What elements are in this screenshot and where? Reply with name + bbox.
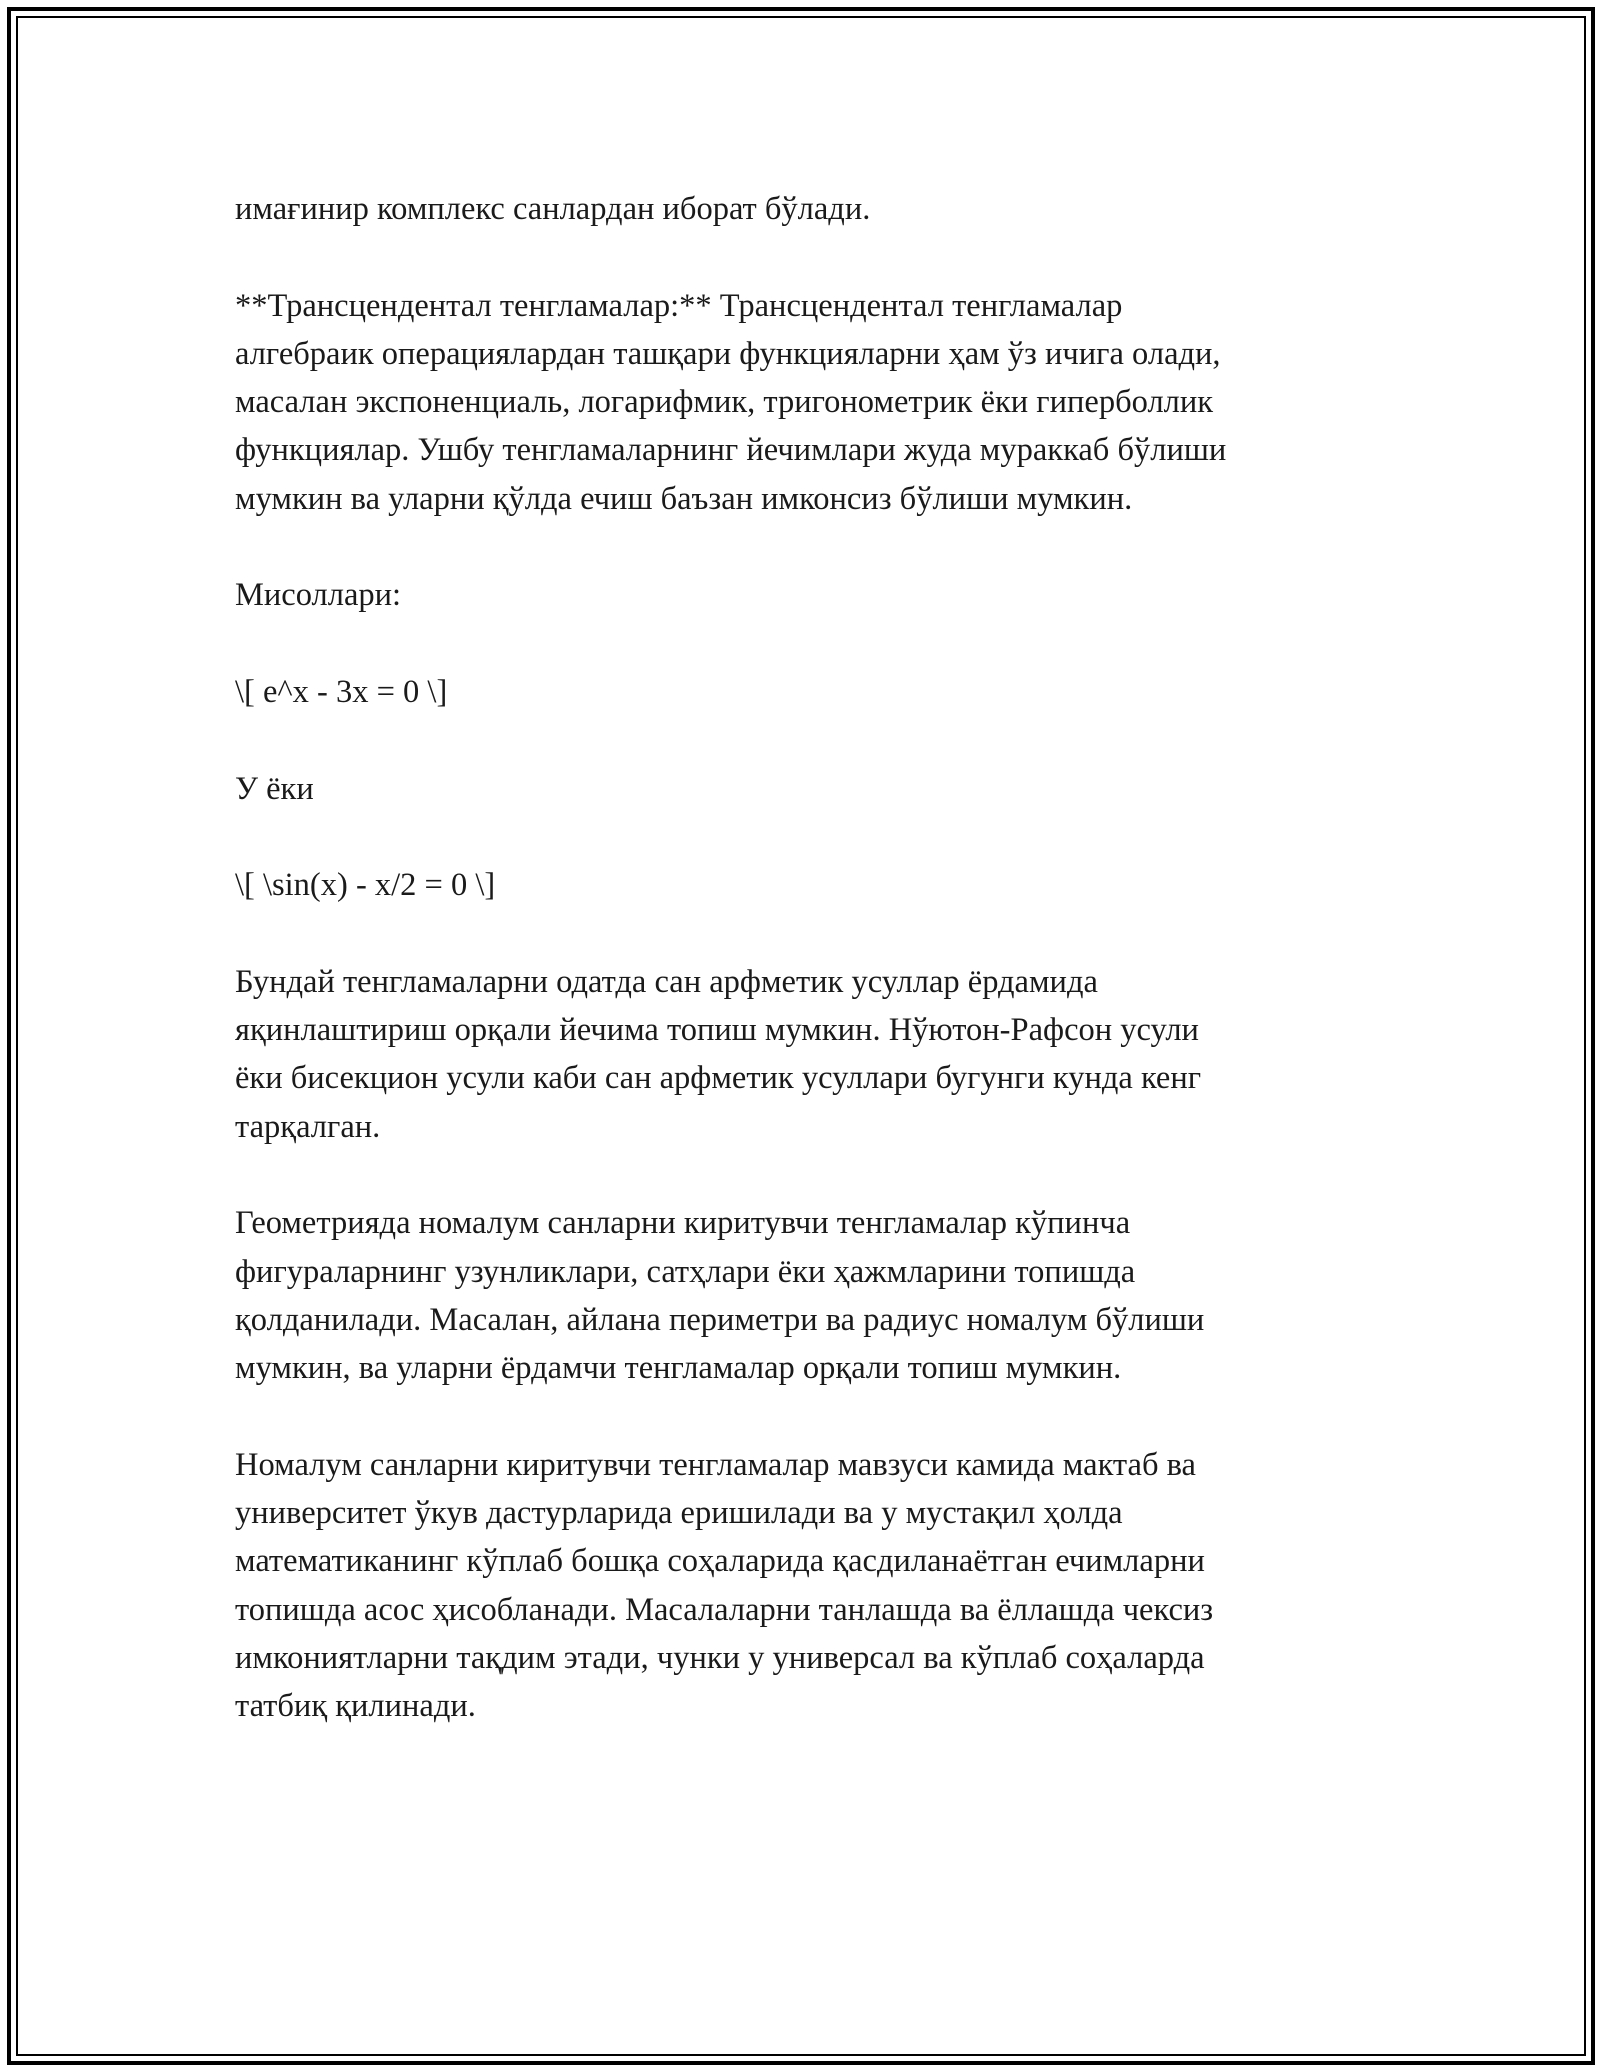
paragraph-continuation: имағинир комплекс санлардан иборат бўлади. — [235, 191, 871, 227]
examples-heading: Мисоллари: — [235, 577, 402, 614]
paragraph-transcendental-equations: **Трансцендентал тенгламалар:** Трансцендентал тенгламалар алгебраик операциялардан ташқари функцияларни ҳам ўз ичига олади, масалан экспоненциаль, логарифмик, тригонометрик ёки гиперболлик функциялар. Ушбу тенгламаларнинг йечимлари жуда мураккаб бўлиши мумкин ва уларни қўлда ечиш баъзан имконсиз бўлиши мумкин. — [235, 287, 1227, 517]
paragraph-geometry: Геометрияда номалум санларни киритувчи тенгламалар кўпинча фигураларнинг узунликлари, сатҳлари ёки ҳажмларини топишда қолданилади. Масалан, айлана периметри ва радиус номалум бўлиши мумкин, ва уларни ёрдамчи тенгламалар орқали топиш мумкин. — [235, 1205, 1205, 1387]
connector-or: У ёки — [235, 770, 314, 807]
equation-exponential: \[ e^x - 3x = 0 \] — [235, 673, 448, 710]
paragraph-conclusion: Номалум санларни киритувчи тенгламалар мавзуси камида мактаб ва университет ўкув дастурларида еришилади ва у мустақил ҳолда математиканинг кўплаб бошқа соҳаларида қасдиланаётган ечимларни топишда асос ҳисобланади. Масалаларни танлашда ва ёллашда чексиз имкониятларни тақдим этади, чунки у универсал ва кўплаб соҳаларда татбиқ қилинади. — [235, 1446, 1214, 1725]
document-body — [235, 185, 1395, 1779]
equation-sine: \[ \sin(x) - x/2 = 0 \] — [235, 867, 496, 904]
paragraph-numerical-methods: Бундай тенгламаларни одатда сан арфметик усуллар ёрдамида яқинлаштириш орқали йечима топиш мумкин. Нўютон-Рафсон усули ёки бисекцион усули каби сан арфметик усуллари бугунги кунда кенг тарқалган. — [235, 963, 1202, 1145]
